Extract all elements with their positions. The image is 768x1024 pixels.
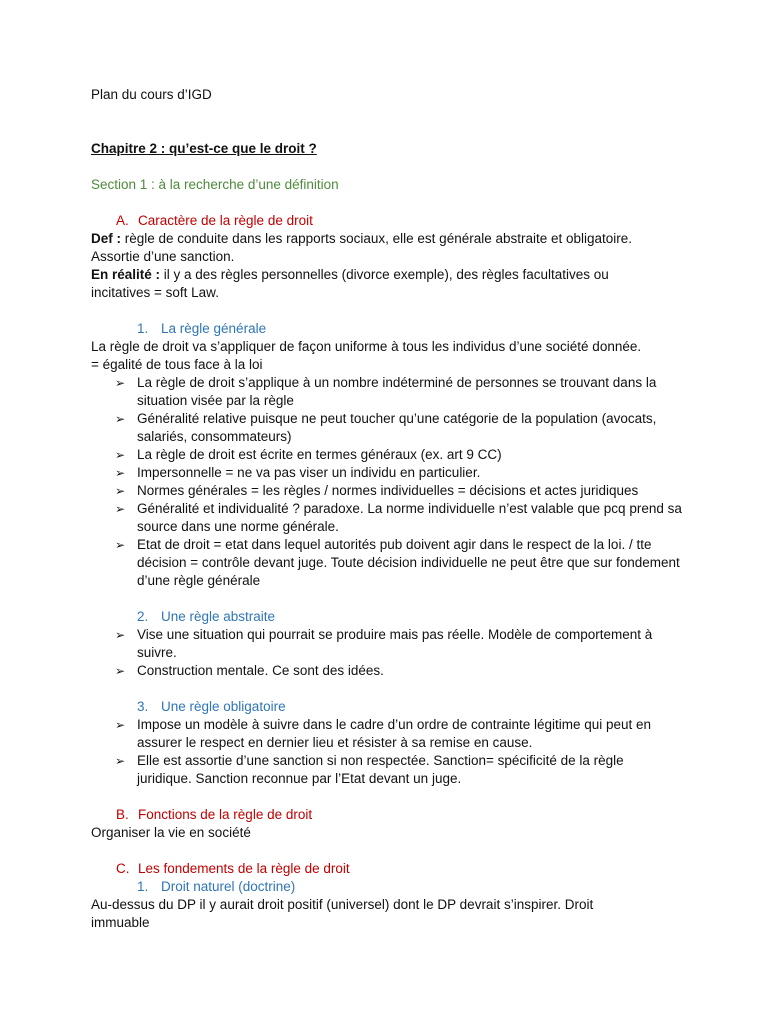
list-item: ➢ Généralité relative puisque ne peut toucher qu’une catégorie de la population (avocats, salariés, consommateurs) [115, 411, 657, 444]
heading-c1-label: 1. [137, 879, 149, 894]
definition-label: Def : [91, 231, 121, 246]
paragraph-c1: Au-dessus du DP il y aurait droit positif (universel) dont le DP devrait s’inspirer. Droit [91, 897, 594, 912]
definition-line-2: Assortie d’une sanction. [91, 249, 235, 264]
heading-2-text: Une règle abstraite [161, 609, 276, 624]
heading-c-text: Les fondements de la règle de droit [138, 861, 350, 876]
realite-line [91, 266, 691, 284]
heading-3 [91, 698, 691, 716]
list-item: ➢ La règle de droit est écrite en termes généraux (ex. art 9 CC) [115, 447, 502, 462]
list-item: ➢ La règle de droit s’applique à un nombre indéterminé de personnes se trouvant dans la situation visée par la règle [115, 375, 657, 408]
paragraph-c1-line-2: immuable [91, 915, 150, 930]
realite-label: En réalité : [91, 267, 161, 282]
paragraph-1: La règle de droit va s’appliquer de façon uniforme à tous les individus d’une société donnée. [91, 339, 642, 354]
heading-c1-text: Droit naturel (doctrine) [161, 879, 296, 894]
arrowhead-bullet-icon: ➢ [115, 628, 126, 642]
bullet-list-1 [91, 374, 691, 590]
heading-a [91, 212, 691, 230]
paragraph-2: = égalité de tous face à la loi [91, 357, 263, 372]
document-page [91, 86, 691, 932]
heading-2 [91, 608, 691, 626]
list-item: ➢ Impersonnelle = ne va pas viser un individu en particulier. [115, 465, 481, 480]
arrowhead-bullet-icon: ➢ [115, 412, 126, 426]
list-item: ➢ Normes générales = les règles / normes individuelles = décisions et actes juridiques [115, 483, 639, 498]
heading-3-label: 3. [137, 699, 149, 714]
chapter-heading: Chapitre 2 : qu’est-ce que le droit ? [91, 141, 317, 156]
heading-1-text: La règle générale [161, 321, 267, 336]
heading-c [91, 860, 691, 878]
list-item: ➢ Impose un modèle à suivre dans le cadre d’un ordre de contrainte légitime qui peut en assurer le respect en dernier lieu et résister à sa remise en cause. [115, 717, 652, 750]
heading-a-label: A. [116, 213, 129, 228]
list-item: ➢ Etat de droit = etat dans lequel autorités pub doivent agir dans le respect de la loi. / tte décision = contrôle devant juge. Toute décision individuelle ne peut être que sur fondement d’une règle générale [115, 537, 680, 588]
heading-1-label: 1. [137, 321, 149, 336]
realite-line-2: incitatives = soft Law. [91, 285, 219, 300]
section-heading: Section 1 : à la recherche d’une définition [91, 177, 339, 192]
list-item: ➢ Construction mentale. Ce sont des idées. [115, 663, 384, 678]
arrowhead-bullet-icon: ➢ [115, 484, 126, 498]
heading-c-label: C. [116, 861, 130, 876]
realite-text: il y a des règles personnelles (divorce exemple), des règles facultatives ou [160, 267, 609, 282]
heading-b-text: Fonctions de la règle de droit [138, 807, 313, 822]
heading-a-text: Caractère de la règle de droit [138, 213, 313, 228]
heading-b-label: B. [116, 807, 129, 822]
arrowhead-bullet-icon: ➢ [115, 718, 126, 732]
paragraph-b: Organiser la vie en société [91, 825, 251, 840]
definition-text: règle de conduite dans les rapports sociaux, elle est générale abstraite et obligatoire. [121, 231, 633, 246]
bullet-list-3 [91, 716, 691, 788]
arrowhead-bullet-icon: ➢ [115, 376, 126, 390]
definition-line [91, 230, 691, 248]
heading-2-label: 2. [137, 609, 149, 624]
list-item: ➢ Elle est assortie d’une sanction si non respectée. Sanction= spécificité de la règle juridique. Sanction reconnue par l’Etat devant un juge. [115, 753, 624, 786]
arrowhead-bullet-icon: ➢ [115, 754, 126, 768]
arrowhead-bullet-icon: ➢ [115, 448, 126, 462]
arrowhead-bullet-icon: ➢ [115, 538, 126, 552]
heading-1 [91, 320, 691, 338]
arrowhead-bullet-icon: ➢ [115, 502, 126, 516]
list-item: ➢ Généralité et individualité ? paradoxe. La norme individuelle n’est valable que pcq prend sa source dans une norme générale. [115, 501, 682, 534]
bullet-list-2 [91, 626, 691, 680]
arrowhead-bullet-icon: ➢ [115, 664, 126, 678]
document-title: Plan du cours d’IGD [91, 87, 212, 102]
arrowhead-bullet-icon: ➢ [115, 466, 126, 480]
heading-3-text: Une règle obligatoire [161, 699, 286, 714]
heading-c1 [91, 878, 691, 896]
heading-b [91, 806, 691, 824]
list-item: ➢ Vise une situation qui pourrait se produire mais pas réelle. Modèle de comportement à suivre. [115, 627, 653, 660]
